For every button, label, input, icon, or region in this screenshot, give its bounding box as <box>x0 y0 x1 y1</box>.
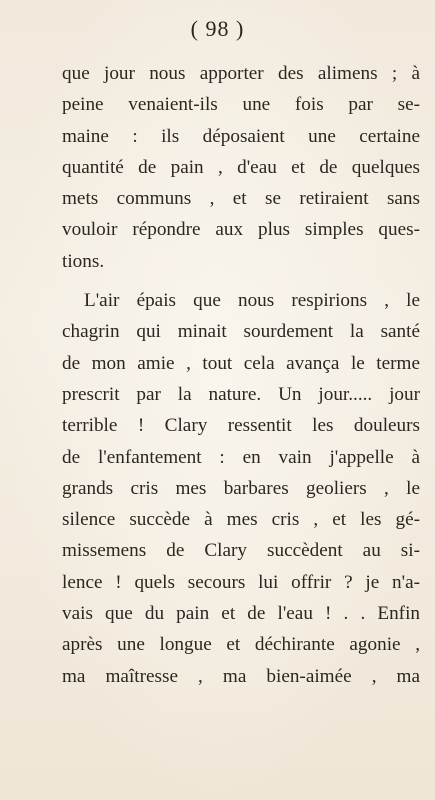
paragraph-2 <box>62 285 420 692</box>
text-line: vouloir répondre aux plus simples ques- <box>62 219 420 241</box>
text-line: terrible ! Clary ressentit les douleurs <box>62 415 420 437</box>
text-line: missemens de Clary succèdent au si- <box>62 540 420 562</box>
text-line: quantité de pain , d'eau et de quelques <box>62 156 420 178</box>
paragraph-1 <box>62 58 420 277</box>
body-text <box>62 58 420 692</box>
text-line: silence succède à mes cris , et les gé- <box>62 509 420 531</box>
text-line: tions. <box>62 250 105 272</box>
text-line: chagrin qui minait sourdement la santé <box>62 321 420 343</box>
text-line: L'air épais que nous respirions , le <box>84 290 420 312</box>
text-line: ma maîtresse , ma bien-aimée , ma <box>62 665 420 687</box>
text-line: prescrit par la nature. Un jour..... jour <box>62 383 420 405</box>
text-line: maine : ils déposaient une certaine <box>62 125 420 147</box>
text-line: lence ! quels secours lui offrir ? je n'a- <box>62 571 420 593</box>
text-line: de l'enfantement : en vain j'appelle à <box>62 446 420 468</box>
text-line: de mon amie , tout cela avança le terme <box>62 352 420 374</box>
page-number: ( 98 ) <box>190 16 245 41</box>
text-line: après une longue et déchirante agonie , <box>62 634 420 656</box>
text-line: mets communs , et se retiraient sans <box>62 188 420 210</box>
text-line: vais que du pain et de l'eau ! . . Enfin <box>62 603 420 625</box>
text-line: que jour nous apporter des alimens ; à <box>62 63 420 84</box>
paragraph-gap <box>62 277 420 285</box>
text-line: peine venaient-ils une fois par se- <box>62 94 420 116</box>
text-line: grands cris mes barbares geoliers , le <box>62 477 420 499</box>
